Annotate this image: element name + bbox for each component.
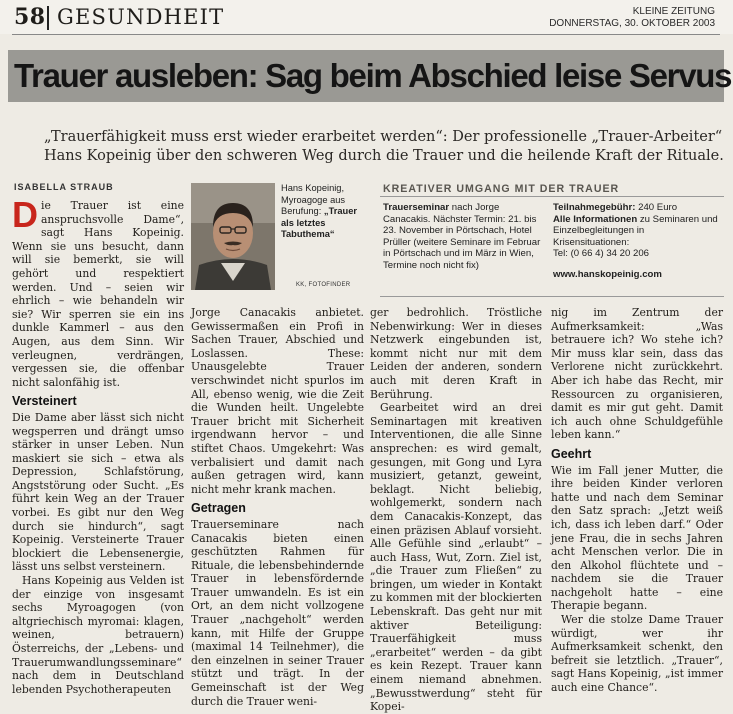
paragraph: Hans Kopeinig aus Velden ist der einzige von insgesamt sechs Myroagogen (von altgriechisch myromai: klagen, weinen, betrauern) Österreichs, der „Lebens- und Trauerumwandlungsseminare“ nach dem in Deutschland lebenden Psychotherapeuten: [12, 574, 184, 696]
infobox-rule: [380, 196, 724, 197]
paragraph: Gearbeitet wird an drei Seminartagen mit kreativen Interventionen, die alle Sinne ansprechen: es wird gemalt, gesungen, mit Gong und Lyra musiziert, getanzt, geweint, beklagt. Nicht beliebig, wohlgemerkt, sondern nach dem Canacakis-Konzept, das einen präzisen Ablauf vorsieht. Alle Gefühle sind „erlaubt“ – auch Hass, Wut, Zorn. Ziel ist, „die Trauer zum Fließen“ zu bringen, um wieder in Kontakt zu kommen mit der blockierten Lebenskraft. Das geht nur mit aktiver Beteiligung: Trauerfähigkeit muss „erarbeitet“ werden – da gibt es kein Rezept. Trauer kann einem niemand abnehmen. „Bewusstwerdung“ steht für Kopei-: [370, 401, 542, 714]
photo-credit: KK, FOTOFINDER: [296, 282, 351, 288]
paragraph: ger bedrohlich. Tröstliche Nebenwirkung: Wer in dieses Netzwerk eingebunden ist, kommt nicht nur mit dem Leiden der anderen, sondern auch mit deren Kraft in Berührung.: [370, 306, 542, 401]
website-link[interactable]: www.hanskopeinig.com: [553, 268, 662, 280]
article-deck: „Trauerfähigkeit muss erst wieder erarbeitet werden“: Der professionelle „Trauer-Arbeiter“ Hans Kopeinig über den schweren Weg durch die Trauer und die heilende Kraft der Rituale.: [44, 129, 724, 164]
subheading-getragen: Getragen: [191, 501, 246, 516]
paragraph: Wie im Fall jener Mutter, die ihre beiden Kinder verloren hatte und nach dem Seminar den Satz sprach: „Jetzt weiß ich, dass ich leben darf.“ Oder jene Frau, die in sechs Jahren acht Menschen verlor. Die in den Alkohol flüchtete und – nachdem sie die Trauer nachgeholt hatte – eine Therapie begann.: [551, 463, 723, 613]
section-title: GESUNDHEIT: [57, 5, 225, 29]
infobox-seminar: [383, 202, 547, 272]
paragraph: nig im Zentrum der Aufmerksamkeit: „Was betrauere ich? Wo stehe ich? Mir muss klar sein, dass das Verlorene nicht zurückkehrt. Aber ich habe das Recht, mir Ressourcen zu organisieren, damit es mir gut geht. Damit ich auch ohne Schuldgefühle leben kann.“: [551, 306, 723, 442]
seminar-label: Trauerseminar: [383, 202, 450, 213]
drop-cap: D: [12, 194, 38, 235]
caption-quote: „Trauer als letztes Tabuthema“: [281, 206, 357, 240]
paragraph: Jorge Canacakis anbietet. Gewissermaßen ein Profi in Sachen Trauer, Abschied und Loslassen. These: Unausgelebte Trauer verschwindet nicht spurlos im All, ebenso wenig, wie die Zeit die Wunden heilt. Ungelebte Trauer bricht mit Sicherheit irgendwann hervor – und stiftet Chaos. Umgekehrt: Was verbalisiert und damit nach außen getragen wird, kann nicht mehr krank machen.: [191, 306, 364, 496]
info-text: zu Seminaren und Einzelbegleitungen in Krisensituationen:: [553, 213, 718, 248]
paper-info: [549, 6, 715, 30]
photo-caption: [281, 183, 369, 241]
subheading-geehrt: Geehrt: [551, 446, 592, 461]
byline: ISABELLA STRAUB: [14, 182, 114, 192]
infobox-bottom-rule: [380, 296, 724, 297]
paragraph: Die Trauer ist eine anspruchsvolle Dame“, sagt Hans Kopeinig. Wenn sie uns besucht, dann will sie bemerkt, sie will gehört und respektiert werden. Und – seien wir ehrlich – wie behandeln wir sie? Wir sperren sie ein ins dunkle Kammerl – aus den Augen, aus dem Sinn. Wir verleugnen, verdrängen, vergessen sie, die offenbar nicht salonfähig ist.: [12, 194, 184, 389]
article-column-2: [191, 306, 364, 708]
issue-date: DONNERSTAG, 30. OKTOBER 2003: [549, 18, 715, 29]
paper-name: KLEINE ZEITUNG: [632, 6, 715, 17]
seminar-text: nach Jorge Canacakis. Nächster Termin: 21. bis 23. November in Pörtschach, Hotel Prüller (weitere Seminare im Februar in Pörtschach und im März in Wien, Termine noch nicht fix): [383, 202, 541, 271]
caption-role: Myroagoge aus Berufung:: [281, 194, 346, 217]
infobox-title: KREATIVER UMGANG MIT DER TRAUER: [383, 183, 620, 195]
caption-name: Hans Kopeinig,: [281, 183, 345, 193]
article-column-4: [551, 306, 723, 695]
article-column-3: [370, 306, 542, 714]
article-column-1: [12, 194, 184, 696]
paragraph: Wer die stolze Dame Trauer würdigt, wer ihr Aufmerksamkeit schenkt, den befreit sie letztlich. „Trauer“, sagt Hans Kopeinig, „ist immer auch eine Chance“.: [551, 613, 723, 695]
info-label: Alle Informationen: [553, 213, 638, 225]
paragraph: Die Dame aber lässt sich nicht wegsperren und drängt umso stärker in unser Leben. Nun maskiert sie sich – etwa als Depression, Schlafstörung, Angststörung oder Sucht. „Es führt kein Weg an der Trauer vorbei. Es gibt nur den Weg durch sie hindurch“, sagt Kopeinig. Versteinerte Trauer blockiert die Lebensenergie, lässt uns selbst versteinern.: [12, 410, 184, 574]
subheading-versteinert: Versteinert: [12, 394, 77, 409]
portrait-photo: [191, 183, 275, 290]
fee-label: Teilnahmegebühr:: [553, 202, 636, 213]
page-number: 58: [14, 4, 46, 30]
fee-value: 240 Euro: [635, 202, 678, 213]
header-separator: [47, 6, 49, 30]
header-rule: [12, 34, 720, 35]
headline: Trauer ausleben: Sag beim Abschied leise Servus: [14, 57, 732, 94]
paragraph: Trauerseminare nach Canacakis bieten einen geschützten Rahmen für Rituale, die lebensbehindernde Trauer in lebensfördernde Trauer umwandeln. Es ist ein Ort, an dem nicht vollzogene Trauer „nachgeholt“ werden kann, mit Hilfe der Gruppe (maximal 14 Teilnehmer), die den einzelnen in seiner Trauer stützt und trägt. In der Gemeinschaft ist der Weg durch die Trauer weni-: [191, 517, 364, 708]
phone-number: Tel: (0 66 4) 34 20 206: [553, 248, 650, 260]
infobox-contact: [553, 202, 723, 281]
